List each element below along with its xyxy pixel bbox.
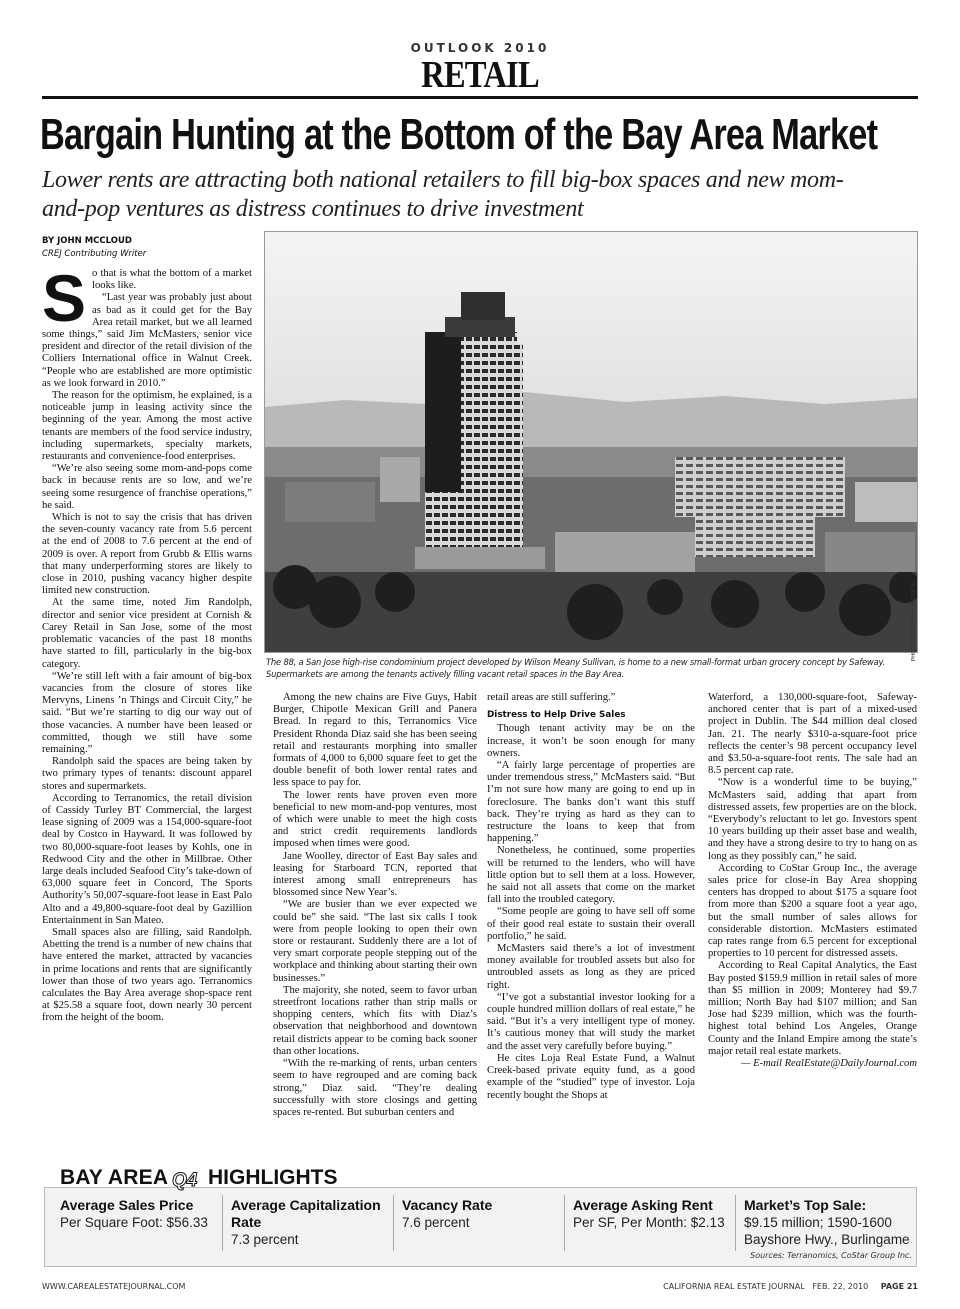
paragraph: Nonetheless, he continued, some properties will be returned to the lenders, who will have little option but to sell them at a loss. However, he said not all assets that come on the market fall into the troubled category. [487,845,695,906]
paragraph: Small spaces also are filling, said Randolph. Abetting the trend is a number of new chains that have entered the market, attracted by vacancies in prime locations and rents that are significantly lower than those of two years ago. Terranomics calculates the Bay Area average shop-space rent at $25.58 a square foot, down nearly 30 percent from the height of the boom. [42,926,252,1024]
building-photo [264,231,918,653]
highlight-value: 7.3 percent [231,1232,299,1247]
paragraph: Jane Woolley, director of East Bay sales and leasing for Starboard TCN, reported that interest among small entrepreneurs has blossomed since New Year’s. [273,850,477,899]
paragraph: “We’re still left with a fair amount of big-box vacancies from the closure of stores like Mervyns, Linens ’n Things and Circuit City,” he said. “But we’re starting to dig our way out of those vacancies. A number have been leased or committed, though we still have some remaining.” [42,670,252,755]
photo-caption: The 88, a San Jose high-rise condominium project developed by Wilson Meany Sullivan, is home to a new small-format urban grocery concept by Safeway. Supermarkets are among the tenants actively filling vacant retail spaces in the Bay Area. [266,657,886,679]
paragraph: “We’re also seeing some mom-and-pops come back in because rents are so low, and we’re seeing some resurgence of franchise operations,” he said. [42,463,252,511]
byline-role: CREJ Contributing Writer [42,249,147,259]
drop-cap: S [42,261,87,335]
highlight-heading: Vacancy Rate [402,1197,493,1213]
highlight-heading: Average Capitalization Rate [231,1197,381,1230]
paragraph: “Last year was probably just about as bad as it could get for the Bay Area retail market, but we all learned some things,” said Jim McMasters, senior vice president and director of the retail division of the Colliers International office in Walnut Creek. “People who are established are more optimistic as we look forward in 2010.” [42,292,252,389]
paragraph: At the same time, noted Jim Randolph, director and senior vice president at Cornish & Carey Retail in San Jose, some of the most problematic vacancies of the past 18 months have started to fill, particularly in the big-box category. [42,597,252,670]
byline: BY JOHN MCCLOUD [42,236,132,246]
author-email: — E-mail RealEstate@DailyJournal.com [741,1058,917,1070]
header-rule [42,96,918,99]
paragraph: According to CoStar Group Inc., the average sales price for close-in Bay Area shopping centers has dropped to about $175 a square foot from more than $200 a square foot a year ago, but the small number of sales allows for considerable distortion. McMasters estimated cap rates range from 6.5 percent for exceptional properties to 10 percent for distressed assets. [708,862,917,960]
divider [393,1195,394,1251]
paragraph: o that is what the bottom of a market looks like. [92,268,252,292]
paragraph: McMasters said there’s a lot of investment money available for troubled assets but also for untroubled assets as long as they are priced right. [487,943,695,991]
footer-website: WWW.CAREALESTATEJOURNAL.COM [42,1282,186,1291]
paragraph: Though tenant activity may be on the increase, it won’t be soon enough for many owners. [487,723,695,759]
section-title: RETAIL [421,54,539,96]
headline: Bargain Hunting at the Bottom of the Bay Area Market [40,110,878,159]
paragraph: “Now is a wonderful time to be buying,” McMasters said, adding that apart from distressed assets, few properties are on the block. “Everybody’s reluctant to let go. Investors spent 10 years building up their asset base and wealth, and they have a strong desire to try to hang on as long as they possibly can,” he said. [708,777,917,862]
divider [735,1195,736,1251]
highlight-heading: Average Sales Price [60,1197,194,1213]
paragraph: “A fairly large percentage of properties are under tremendous stress,” McMasters said. “But I’m not sure how many are going to end up in foreclosure. The banks don’t want this stuff back. They’re trying as hard as they can to restructure the loans to keep that from happening.” [487,760,695,845]
article-column-4 [708,692,917,1070]
paragraph: The majority, she noted, seem to favor urban streetfront locations rather than strip malls or shopping centers, which fits with Diaz’s observation that neighborhood and downtown retail districts appear to be coming back sooner than other locations. [273,984,477,1057]
footer-date: FEB. 22, 2010 [812,1282,869,1291]
divider [222,1195,223,1251]
highlight-heading: Average Asking Rent [573,1197,713,1213]
paragraph: According to Real Capital Analytics, the East Bay posted $159.9 million in retail sales of more than $5 million in 2009; Monterey had $9.7 million; North Bay had $107 million; and San Jose had $239 million, which was the fourth-highest total behind Los Angeles, Orange County and the Inland Empire among the state’s major retail real estate markets. [708,960,917,1057]
highlight-cap-rate [231,1197,391,1248]
paragraph: He cites Loja Real Estate Fund, a Walnut Creek-based private equity fund, as a good example of the “studied” type of investor. Loja recently bought the Shops at [487,1052,695,1101]
highlight-vacancy-rate [402,1197,562,1231]
paragraph: “I’ve got a substantial investor looking for a couple hundred million dollars of real estate,” he said. “But it’s a very intelligent type of money. It’s cautious money that will study the market and the asset very carefully before buying.” [487,991,695,1052]
paragraph: “We are busier than we ever expected we could be” she said. “The last six calls I took were from people looking to open their own store or restaurant. Suddenly there are a lot of very smart corporate people stepping out of the workplace and thinking about starting their own businesses.” [273,899,477,984]
section-kicker: OUTLOOK 2010 [410,41,550,55]
paragraph: “With the re-marking of rents, urban centers seem to have regrouped and are coming back strong,” Diaz said. “They’re dealing successfully with store closings and getting spaces re-rented. But suburban centers and [273,1058,477,1118]
skyline-illustration [265,232,918,653]
article-column-1 [42,261,252,1025]
highlight-value: $9.15 million; 1590-1600 Bayshore Hwy., Burlingame [744,1215,910,1247]
highlight-asking-rent [573,1197,733,1231]
highlight-value: 7.6 percent [402,1215,470,1230]
quarter-badge [172,1170,206,1194]
paragraph: retail areas are still suffering.” [487,692,616,703]
paragraph: Waterford, a 130,000-square-foot, Safeway-anchored center that is part of a mixed-used project in Dublin. The $44 million deal closed Jan. 21. The nearly $310-a-square-foot price reflects the center’s 98 percent occupancy level and $3.50-a-square-foot rents. The sale had an 8.5 percent cap rate. [708,692,917,777]
highlight-top-sale [744,1197,912,1248]
paragraph: Randolph said the spaces are being taken by two primary types of tenants: discount apparel stores and supermarkets. [42,756,252,792]
subhead: Distress to Help Drive Sales [487,710,626,721]
highlight-value: Per SF, Per Month: $2.13 [573,1215,725,1230]
highlights-sources: Sources: Terranomics, CoStar Group Inc. [750,1251,912,1260]
photo-credit: PHOTO COURTESY OF THE 88 [911,580,917,662]
paragraph: According to Terranomics, the retail division of Cassidy Turley BT Commercial, the largest lease signing of 2009 was a 154,000-square-foot deal by Costco in Hayward. It was followed by two 80,000-square-foot leases by Kohls, one in Redwood City and the other in Millbrae. Other large deals included Seafood City’s take-down of 63,000 square feet in Concord, The Sports Authority’s 50,007-square-foot lease in East Palo Alto and a 49,800-square-foot deal by Gazillion Entertainment in San Mateo. [42,792,252,926]
divider [564,1195,565,1251]
paragraph: Which is not to say the crisis that has driven the seven-county vacancy rate from 5.6 percent at the end of 2008 to 7.6 percent at the end of 2009 is over. A report from Grubb & Ellis warns that many underperforming stores are likely to close in 2010, pushing vacancy higher despite limited new construction. [42,512,252,597]
highlight-value: Per Square Foot: $56.33 [60,1215,208,1230]
page-number: PAGE 21 [880,1282,918,1291]
highlight-sales-price [60,1197,220,1231]
paragraph: The lower rents have proven even more beneficial to new mom-and-pop ventures, most of which were unable to meet the high costs and strict credit requirements landlords imposed when times were good. [273,789,477,850]
footer-publication-info [663,1282,918,1291]
footer-publication: CALIFORNIA REAL ESTATE JOURNAL [663,1282,805,1291]
article-column-2 [273,692,477,1119]
article-column-3 [487,692,695,1102]
paragraph: Among the new chains are Five Guys, Habit Burger, Chipotle Mexican Grill and Panera Bread. In regard to this, Terranomics Vice President Rhonda Diaz said she has been seeing retail and restaurants morphing into smaller formats of 4,000 to 6,000 square feet to get the double benefit of both lower rental rates and less space to pay for. [273,692,477,789]
highlight-heading: Market’s Top Sale: [744,1197,867,1213]
quarter-label: Q4 [172,1170,198,1191]
paragraph: “Some people are going to have sell off some of their good real estate to sustain their overall portfolio,” he said. [487,906,695,942]
deck: Lower rents are attracting both national retailers to fill big-box spaces and new mom-and-pop ventures as distress continues to drive investment [42,167,844,222]
highlights-title-right: HIGHLIGHTS [208,1166,338,1189]
paragraph: The reason for the optimism, he explained, is a noticeable jump in leasing activity since the beginning of the year. Among the most active tenants are members of the food service industry, including supermarkets, specialty markets, restaurants and convenience-food enterprises. [42,390,252,463]
highlights-title-left: BAY AREA [60,1166,169,1189]
